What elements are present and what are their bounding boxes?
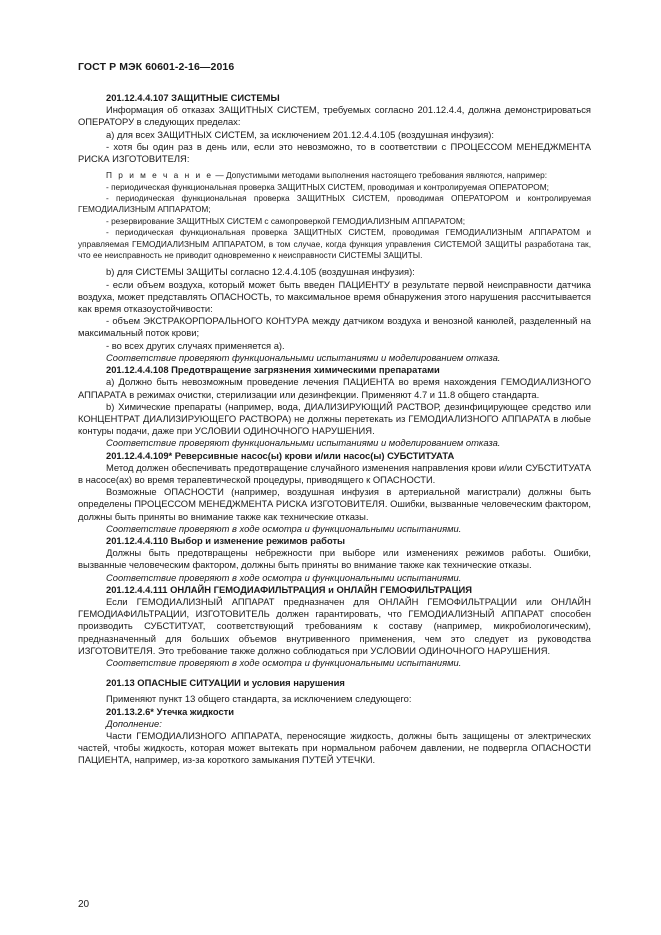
list-item: - если объем воздуха, который может быть введен ПАЦИЕНТУ в результате первой неисправности датчика воздуха, может представлять ОПАСНОСТЬ, то максимальное время обнаружения этого нарушения рассчитывается как время отказоустойчивости: [78, 278, 591, 315]
list-item: b) для СИСТЕМЫ ЗАЩИТЫ согласно 12.4.4.105 (воздушная инфузия): [106, 266, 415, 278]
paragraph: а) Должно быть невозможным проведение лечения ПАЦИЕНТА во время нахождения ГЕМОДИАЛИЗНОГО АППАРАТА в режимах очистки, стерилизации или дезинфекции. Применяют 4.7 и 11.8 общего стандарта. [78, 376, 591, 400]
paragraph: Должны быть предотвращены небрежности при выборе или изменениях режимов работы. Ошибки, вызванные человеческим фактором, должны быть приняты во внимание также как технические отказы. [78, 547, 591, 571]
note-item: - резервирование ЗАЩИТНЫХ СИСТЕМ с самопроверкой ГЕМОДИАЛИЗНЫМ АППАРАТОМ; [106, 215, 466, 226]
compliance-text: Соответствие проверяют функциональными испытаниями и моделированием отказа. [106, 351, 501, 363]
note-label: П р и м е ч а н и е [106, 170, 214, 181]
section-heading: 201.13.2.6* Утечка жидкости [106, 705, 235, 717]
page-header: ГОСТ Р МЭК 60601-2-16—2016 [78, 61, 235, 73]
paragraph: Метод должен обеспечивать предотвращение случайного изменения направления крови и/или СУБСТИТУАТА в насосе(ах) во время терапевтической процедуры, приводящего к ОПАСНОСТИ. [78, 461, 591, 485]
section-heading: 201.12.4.4.109* Реверсивные насос(ы) крови и/или насос(ы) СУБСТИТУАТА [106, 449, 455, 461]
list-item: - во всех других случаях применяется а). [106, 339, 285, 351]
paragraph: Если ГЕМОДИАЛИЗНЫЙ АППАРАТ предназначен для ОНЛАЙН ГЕМОФИЛЬТРАЦИИ или ОНЛАЙН ГЕМОДИАФИЛЬТРАЦИИ, ИЗГОТОВИТЕЛЬ должен гарантировать, что ГЕМОДИАЛИЗНЫЙ АППАРАТ способен производить СУБСТИТУАТ, соответствующий требованиям к составу (например, микробиологическим), предназначенный для больших объемов внутривенного применения, чем это следует из руководства ИЗГОТОВИТЕЛЯ. Это требование также должно соблюдаться при УСЛОВИИ ОДИНОЧНОГО НАРУШЕНИЯ. [78, 595, 591, 656]
paragraph: b) Химические препараты (например, вода, ДИАЛИЗИРУЮЩИЙ РАСТВОР, дезинфицирующее средство или КОНЦЕНТРАТ ДИАЛИЗИРУЮЩЕГО РАСТВОРА) не должны перетекать из ГЕМОДИАЛИЗНОГО АППАРАТА в любые контуры подачи, даже при УСЛОВИИ ОДИНОЧНОГО НАРУШЕНИЯ. [78, 400, 591, 437]
paragraph: Возможные ОПАСНОСТИ (например, воздушная инфузия в артериальной магистрали) должны быть определены ПРОЦЕССОМ МЕНЕДЖМЕНТА РИСКА ИЗГОТОВИТЕЛЯ. Ошибки, вызванные человеческим фактором, должны быть приняты во внимание также как технические отказы. [78, 486, 591, 522]
paragraph: Применяют пункт 13 общего стандарта, за исключением следующего: [106, 693, 412, 705]
compliance-text: Соответствие проверяют в ходе осмотра и функциональными испытаниями. [106, 656, 462, 668]
note-item: - периодическая функциональная проверка ЗАЩИТНЫХ СИСТЕМ, проводимая ОПЕРАТОРОМ и контролируемая ГЕМОДИАЛИЗНЫМ АППАРАТОМ; [78, 193, 591, 215]
section-gap [78, 669, 591, 677]
note [78, 170, 591, 181]
list-item: - объем ЭКСТРАКОРПОРАЛЬНОГО КОНТУРА между датчиком воздуха и венозной канюлей, разделенный на максимальный поток крови; [78, 315, 591, 339]
compliance-text: Соответствие проверяют функциональными испытаниями и моделированием отказа. [106, 437, 501, 449]
section-heading: 201.12.4.4.111 ОНЛАЙН ГЕМОДИАФИЛЬТРАЦИЯ и ОНЛАЙН ГЕМОФИЛЬТРАЦИЯ [106, 583, 473, 595]
compliance-text: Соответствие проверяют в ходе осмотра и функциональными испытаниями. [106, 522, 462, 534]
paragraph: Информация об отказах ЗАЩИТНЫХ СИСТЕМ, требуемых согласно 201.12.4.4, должна демонстрироваться ОПЕРАТОРУ в следующих пределах: [78, 104, 591, 128]
section-heading: 201.12.4.4.108 Предотвращение загрязнения химическими препаратами [106, 364, 440, 376]
list-item: - хотя бы один раз в день или, если это невозможно, то в соответствии с ПРОЦЕССОМ МЕНЕДЖМЕНТА РИСКА ИЗГОТОВИТЕЛЯ: [78, 140, 591, 165]
compliance-text: Соответствие проверяют в ходе осмотра и функциональными испытаниями. [106, 571, 462, 583]
section-heading: 201.12.4.4.110 Выбор и изменение режимов работы [106, 534, 346, 546]
note-item: - периодическая функциональная проверка ЗАЩИТНЫХ СИСТЕМ, проводимая и контролируемая ОПЕРАТОРОМ; [106, 181, 549, 192]
page-number: 20 [78, 899, 90, 910]
list-item: а) для всех ЗАЩИТНЫХ СИСТЕМ, за исключением 201.12.4.4.105 (воздушная инфузия): [106, 128, 494, 140]
addition-label: Дополнение: [106, 717, 162, 729]
document-body [78, 92, 591, 767]
section-heading: 201.13 ОПАСНЫЕ СИТУАЦИИ и условия нарушения [106, 677, 345, 689]
section-heading: 201.12.4.4.107 ЗАЩИТНЫЕ СИСТЕМЫ [106, 92, 280, 103]
paragraph: Части ГЕМОДИАЛИЗНОГО АППАРАТА, переносящие жидкость, должны быть защищены от электрических частей, чтобы жидкость, которая может вытекать при нормальном рабочем давлении, не подвергла ОПАСНОСТИ ПАЦИЕНТА, например, из-за короткого замыкания ПУТЕЙ УТЕЧКИ. [78, 729, 591, 766]
note-item: - периодическая функциональная проверка ЗАЩИТНЫХ СИСТЕМ, проводимая ГЕМОДИАЛИЗНЫМ АППАРАТОМ и управляемая ГЕМОДИАЛИЗНЫМ АППАРАТОМ, в том случае, когда функция управления СИСТЕМОЙ ЗАЩИТЫ разработана так, что ее неисправность не приводит одновременно к неисправности СИСТЕМЫ ЗАЩИТЫ. [78, 227, 591, 261]
note-intro: — Допустимыми методами выполнения настоящего требования являются, например: [213, 170, 548, 181]
